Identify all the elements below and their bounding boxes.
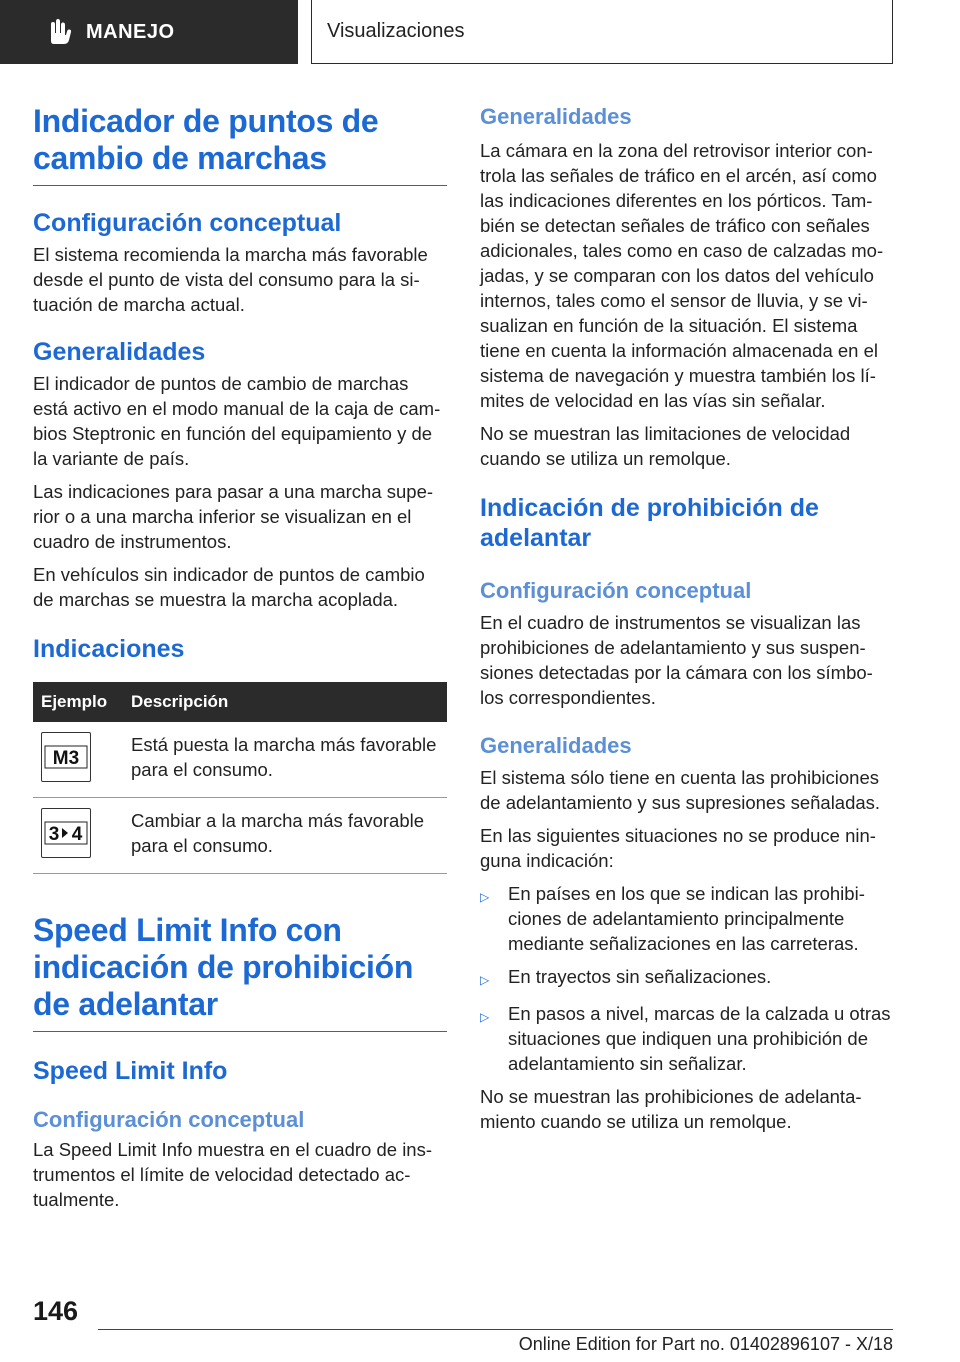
description-cell: Cambiar a la marcha más favorable para el consumo. [123, 798, 447, 874]
section-tab [0, 0, 298, 64]
general-paragraph-1: El indicador de puntos de cambio de marchas está activo en el modo manual de la caja de cam-bios Steptronic en función del equipamiento y de la variante de país. [33, 373, 441, 469]
general-heading: Generalidades [480, 104, 632, 129]
chapter-tab [311, 0, 893, 64]
overtake-heading: Indicación de prohibición de adelantar [480, 494, 819, 552]
column-header-description: Descripción [123, 682, 447, 722]
left-column [33, 100, 447, 1212]
overtake-concept-text: En el cuadro de instrumentos se visualizan las prohibiciones de adelantamiento y sus suspen-siones detectadas por la cámara con los símbo-los correspondientes. [480, 612, 873, 708]
general-paragraph-2: No se muestran las limitaciones de velocidad cuando se utiliza un remolque. [480, 423, 851, 469]
example-cell [33, 722, 123, 798]
steering-hand-icon [40, 12, 80, 52]
bullet-triangle-icon: ▷ [480, 890, 490, 904]
overtake-general-paragraph-3: No se muestran las prohibiciones de adelanta-miento cuando se utiliza un remolque. [480, 1086, 862, 1132]
bullet-triangle-icon: ▷ [480, 973, 490, 987]
gear-shift-up-symbol [41, 808, 91, 858]
speed-limit-info-heading: Speed Limit Info [33, 1057, 228, 1085]
example-cell [33, 798, 123, 874]
right-column [480, 100, 894, 1134]
indications-heading: Indicaciones [33, 635, 185, 663]
list-item-text: En trayectos sin señalizaciones. [508, 966, 772, 987]
list-item-text: En países en los que se indican las prohibi-ciones de adelantamiento principalmente mediante señalizaciones en las carreteras. [508, 883, 865, 954]
general-paragraph-2: Las indicaciones para pasar a una marcha supe-rior o a una marcha inferior se visualizan en el cuadro de instrumentos. [33, 481, 434, 552]
overtake-general-heading: Generalidades [480, 733, 632, 758]
description-cell: Está puesta la marcha más favorable para el consumo. [123, 722, 447, 798]
page-header [0, 0, 960, 66]
shift-indicator-heading: Indicador de puntos de cambio de marchas [33, 103, 447, 186]
overtake-general-paragraph-2: En las siguientes situaciones no se produce nin-guna indicación: [480, 825, 876, 871]
bullet-triangle-icon: ▷ [480, 1010, 490, 1024]
general-paragraph-1: La cámara en la zona del retrovisor interior con-trola las señales de tráfico en el arcén, así como las indicaciones diferentes en los pórticos. Tam-bién se detectan señales de tráfico con señales adicionales, tales como en caso de calzadas mo-jadas, y se comparan con los datos del vehículo internos, tales como el sensor de lluvia, y se vi-sualizan en función de la situación. El sistema tiene en cuenta la información almacenada en el sistema de navegación y muestra también los lí-mites de velocidad en las vías sin señalar. [480, 140, 884, 411]
general-paragraph-3: En vehículos sin indicador de puntos de cambio de marchas se muestra la marcha acoplada. [33, 564, 425, 610]
list-item [480, 964, 894, 993]
gear-symbol-text: M3 [52, 748, 80, 769]
chapter-title: Visualizaciones [327, 20, 465, 42]
table-row [33, 798, 447, 874]
footer-divider [98, 1329, 893, 1330]
table-row [33, 722, 447, 798]
speed-limit-heading: Speed Limit Info con indicación de prohibición de adelantar [33, 912, 447, 1032]
list-item-text: En pasos a nivel, marcas de la calzada u otras situaciones que indiquen una prohibición de adelantamiento sin señalizar. [508, 1003, 891, 1074]
shift-arrow-icon [62, 828, 68, 838]
concept-text: El sistema recomienda la marcha más favorable desde el punto de vista del consumo para la si-tuación de marcha actual. [33, 244, 428, 315]
sli-concept-heading: Configuración conceptual [33, 1107, 305, 1132]
page-number: 146 [33, 1296, 79, 1326]
gear-to-text: 4 [71, 824, 83, 845]
list-item [480, 1001, 894, 1076]
gear-from-text: 3 [48, 824, 60, 845]
list-item [480, 881, 894, 956]
indications-table [33, 682, 447, 874]
concept-heading: Configuración conceptual [33, 209, 342, 237]
table-header-row [33, 682, 447, 722]
edition-note: Online Edition for Part no. 01402896107 - X/18 [518, 1334, 893, 1354]
general-heading: Generalidades [33, 338, 206, 366]
sli-concept-text: La Speed Limit Info muestra en el cuadro de ins-trumentos el límite de velocidad detectado ac-tualmente. [33, 1139, 433, 1210]
overtake-concept-heading: Configuración conceptual [480, 578, 752, 603]
exception-list [480, 881, 894, 1076]
section-label: MANEJO [86, 20, 175, 43]
gear-m3-symbol [41, 732, 91, 782]
overtake-general-paragraph-1: El sistema sólo tiene en cuenta las prohibiciones de adelantamiento y sus supresiones señaladas. [480, 767, 881, 813]
column-header-example: Ejemplo [33, 682, 123, 722]
